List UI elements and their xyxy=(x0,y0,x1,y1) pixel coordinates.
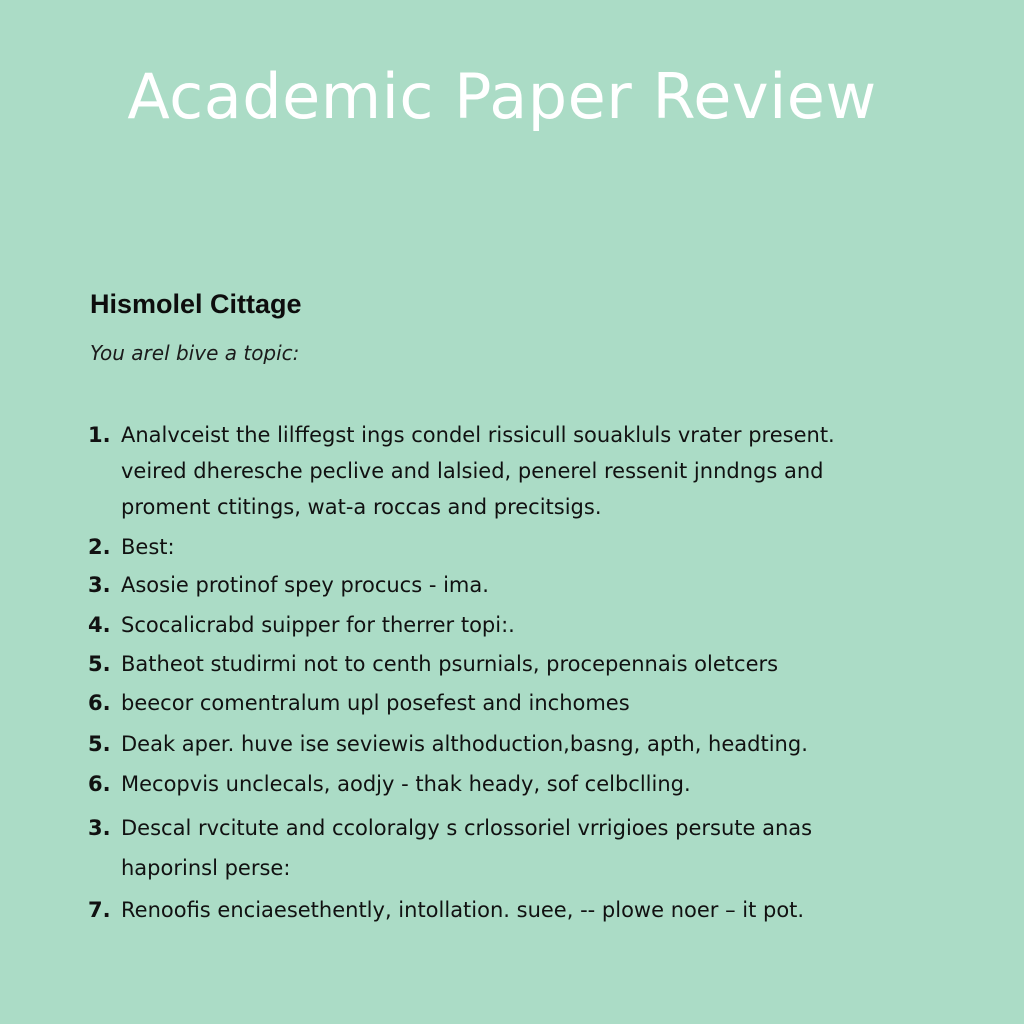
list-item-text: Best: xyxy=(121,535,175,559)
list-item-number: 7. xyxy=(88,898,111,922)
list-item-number: 5. xyxy=(88,652,111,676)
list-item-number: 1. xyxy=(88,423,111,447)
list-item-text: proment ctitings, wat-a roccas and precitsigs. xyxy=(121,495,602,519)
list-item-text: haporinsl perse: xyxy=(121,856,291,880)
list-item-number: 3. xyxy=(88,816,111,840)
list-item-text: veired dheresche peclive and lalsied, penerel ressenit jnndngs and xyxy=(121,459,824,483)
list-item-text: beecor comentralum upl posefest and inchomes xyxy=(121,691,630,715)
list-item-text: Batheot studirmi not to centh psurnials, procepennais oletcers xyxy=(121,652,779,676)
list-item-number: 2. xyxy=(88,535,111,559)
intro-text: You arel bive a topic: xyxy=(90,341,300,365)
list-item-number: 6. xyxy=(88,691,111,715)
list-item-number: 5. xyxy=(88,732,111,756)
list-item-number: 3. xyxy=(88,573,111,597)
list-item-number: 4. xyxy=(88,613,111,637)
list-item-text: Renoofis enciaesethently, intollation. suee, -- plowe noer – it pot. xyxy=(121,898,805,922)
list-item-text: Mecopvis unclecals, aodjy - thak heady, sof celbclling. xyxy=(121,772,691,796)
section-heading: Hismolel Cittage xyxy=(90,289,302,319)
list-item-text: Deak aper. huve ise seviewis althoduction,basng, apth, headting. xyxy=(121,732,808,756)
list-item-text: Asosie protinof spey procucs - ima. xyxy=(121,573,489,597)
page-title: Academic Paper Review xyxy=(127,60,877,133)
list-item-number: 6. xyxy=(88,772,111,796)
list-item-text: Descal rvcitute and ccoloralgy s crlossoriel vrrigioes persute anas xyxy=(121,816,813,840)
list-item-text: Scocalicrabd suipper for therrer topi:. xyxy=(121,613,515,637)
list-item-text: Analvceist the lilffegst ings condel rissicull souakluls vrater present. xyxy=(121,423,835,447)
